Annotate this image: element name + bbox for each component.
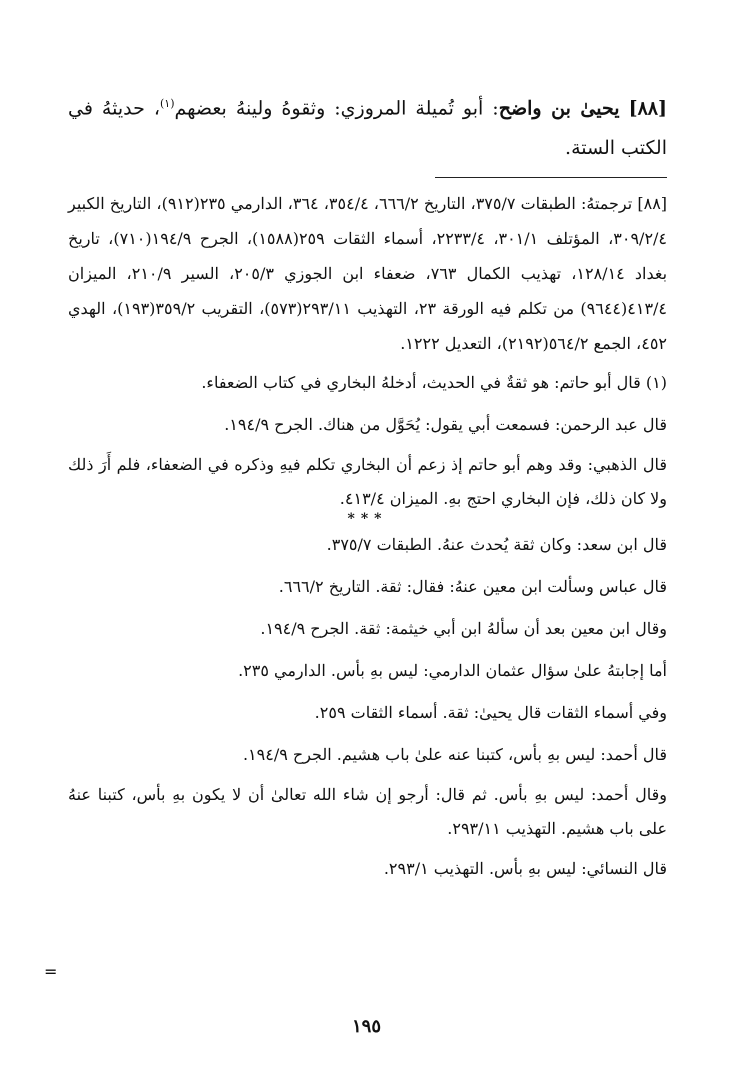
entry-text-before-ref: : أبو تُميلة المروزي: وثقوهُ ولينهُ بعضهم — [174, 97, 499, 120]
page — [68, 0, 667, 1080]
note-line: وفي أسماء الثقات قال يحيىٰ: ثقة. أسماء الثقات ٢٥٩. — [314, 702, 667, 722]
note-line: وقال ابن معين بعد أن سألهُ ابن أبي خيثمة: ثقة. الجرح ١٩٤/٩. — [260, 618, 667, 638]
note-line: أما إجابتهُ علىٰ سؤال عثمان الدارمي: ليس بهِ بأس. الدارمي ٢٣٥. — [238, 660, 667, 680]
footnotes-section — [68, 186, 667, 888]
separator-stars: *** — [347, 510, 388, 527]
note-line: قال عباس وسألت ابن معين عنهُ: فقال: ثقة. التاريخ ٦٦٦/٢. — [278, 576, 667, 596]
note-line: وقال أحمد: ليس بهِ بأس. ثم قال: أرجو إن شاء الله تعالىٰ أن لا يكون بهِ بأس، كتبنا عنهُ على باب هشيم. التهذيب ٢٩٣/١١. — [68, 784, 667, 838]
footnote-1: (١) قال أبو حاتم: هو ثقةٌ في الحديث، أدخلهُ البخاري في كتاب الضعفاء. — [201, 373, 667, 392]
biography-entry — [68, 84, 667, 168]
biography-sources-footnote: [٨٨] ترجمتهُ: الطبقات ٣٧٥/٧، التاريخ ٦٦٦/٢، ٣٥٤/٤، ٣٦٤، الدارمي ٢٣٥(٩١٢)، التاريخ الكبير ٣٠٩/٢/٤، المؤتلف ٣٠١/١، ٢٢٣٣/٤، أسماء الثقات ٢٥٩(١٥٨٨)، الجرح ١٩٤/٩(٧١٠)، تاريخ بغداد ١٢٨/١٤، تهذيب الكمال ٧٦٣، ضعفاء ابن الجوزي ٢٠٥/٣، السير ٢١٠/٩، الميزان ٤١٣/٤(٩٦٤٤) من تكلم فيه الورقة ٢٣، التهذيب ٢٩٣/١١(٥٧٣)، التقريب ٣٥٩/٢(١٩٣)، الهدي ٤٥٢، الجمع ٥٦٤/٢(٢١٩٢)، التعديل ١٢٢٢. — [68, 194, 668, 353]
note-line: قال أحمد: ليس بهِ بأس، كتبنا عنه علىٰ باب هشيم. الجرح ١٩٤/٩. — [242, 744, 667, 764]
note-line: قال عبد الرحمن: فسمعت أبي يقول: يُحَوَّل من هناك. الجرح ١٩٤/٩. — [224, 414, 667, 434]
footnote-separator — [435, 177, 667, 178]
entry-number: [٨٨] — [628, 97, 667, 120]
footnote-ref-mark: (١) — [159, 97, 175, 110]
entry-name: يحيىٰ بن واضح — [498, 97, 620, 120]
note-line: قال الذهبي: وقد وهم أبو حاتم إذ زعم أن البخاري تكلم فيهِ وذكره في الضعفاء، فلم أَرَ ذلك ولا كان ذلك، فإن البخاري احتج بهِ. الميزان ٤١٣/٤. — [68, 454, 667, 508]
page-number: ١٩٥ — [351, 1016, 381, 1037]
entry-text-after-ref: ، حديثهُ في الكتب الستة. — [68, 97, 667, 160]
margin-continuation-mark: = — [44, 962, 58, 981]
note-line: قال ابن سعد: وكان ثقة يُحدث عنهُ. الطبقات ٣٧٥/٧. — [326, 534, 667, 554]
note-line: قال النسائي: ليس بهِ بأس. التهذيب ٢٩٣/١. — [383, 858, 667, 878]
